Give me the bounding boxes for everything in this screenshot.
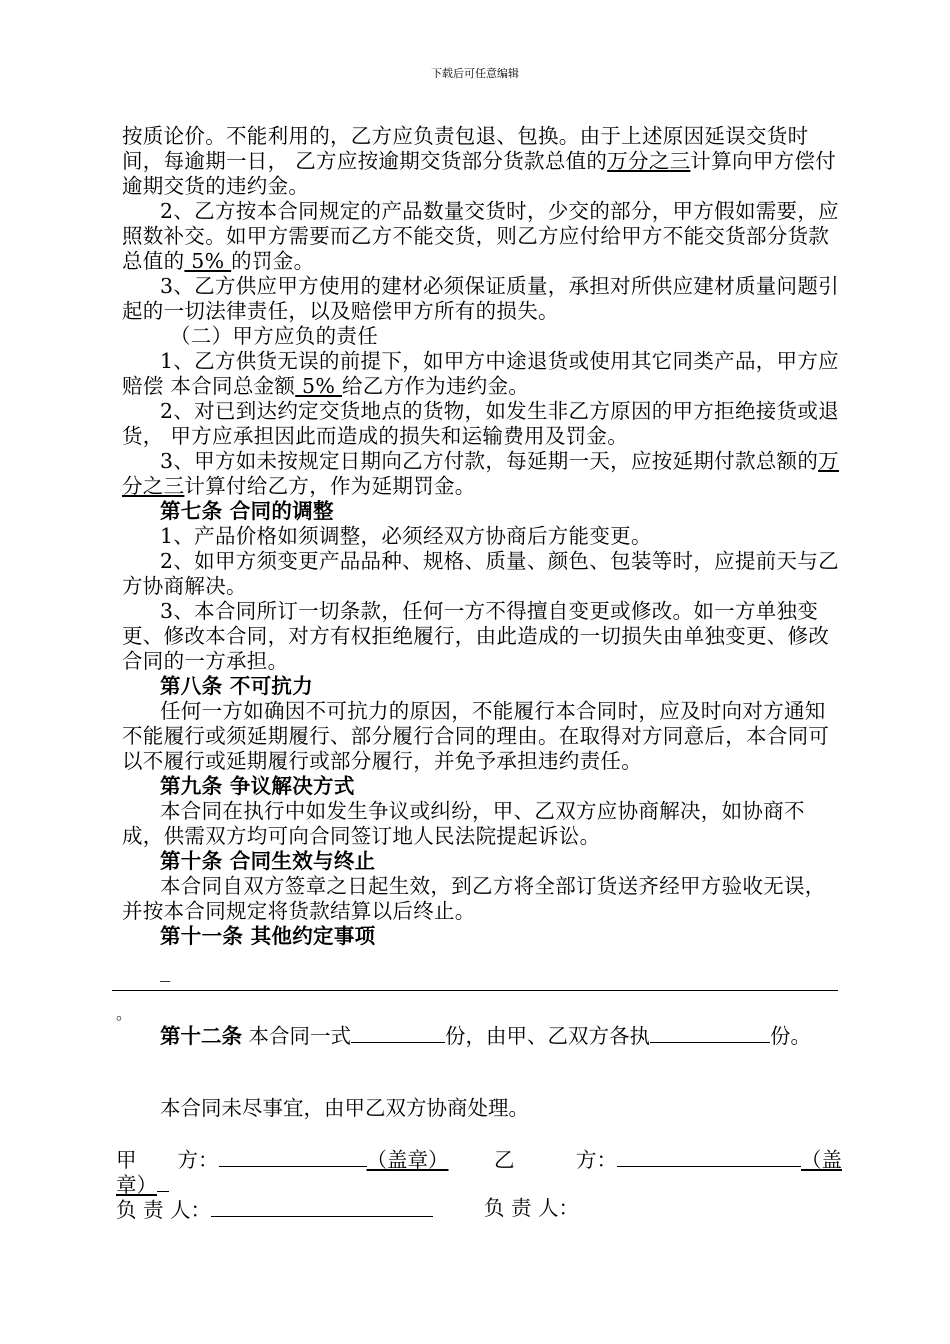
contract-body <box>122 124 842 949</box>
article-heading: 第十条 合同生效与终止 <box>160 849 376 873</box>
party-a-label: 甲 方： <box>116 1148 219 1172</box>
responsible-a-label: 负 责 人： <box>116 1198 212 1222</box>
paragraph: 2、如甲方须变更产品品种、规格、质量、颜色、包装等时，应提前天与乙方协商解决。 <box>122 549 839 598</box>
article-heading: 第七条 合同的调整 <box>160 499 334 523</box>
paragraph: 本合同在执行中如发生争议或纠纷，甲、乙双方应协商解决，如协商不成，供需双方均可向合同签订地人民法院提起诉讼。 <box>122 799 805 848</box>
text: 份。 <box>770 1024 812 1048</box>
responsible-b-label: 负 责 人： <box>484 1196 580 1220</box>
seal-continuation <box>116 1171 169 1198</box>
period-mark: 。 <box>116 1004 133 1023</box>
text: 给乙方作为违约金。 <box>341 374 530 398</box>
paragraph: 3、本合同所订一切条款，任何一方不得擅自变更或修改。如一方单独变更、修改本合同，对方有权拒绝履行，由此造成的一切损失由单独变更、修改合同的一方承担。 <box>122 599 830 673</box>
party-b-label: 乙 方： <box>494 1148 617 1172</box>
paragraph: 1、产品价格如须调整，必须经双方协商后方能变更。 <box>160 524 652 548</box>
party-a-row <box>116 1146 449 1173</box>
blank-dash: _ <box>160 958 171 982</box>
paragraph <box>122 349 842 399</box>
seal-note: （盖 <box>801 1148 842 1172</box>
underlined-rate: 5% <box>295 374 342 398</box>
party-b-row <box>494 1146 842 1173</box>
text: 计算付给乙方，作为延期罚金。 <box>184 474 476 498</box>
seal-note: （盖章） <box>366 1148 449 1172</box>
copies-blank <box>351 1022 445 1043</box>
page-header: 下载后可任意编辑 <box>431 67 519 80</box>
article-heading: 第九条 争议解决方式 <box>160 774 355 798</box>
paragraph <box>122 124 842 199</box>
text: 计算向甲方偿付逾期交货的违约金。 <box>122 149 837 198</box>
text: 本合同一式 <box>242 1024 352 1048</box>
paragraph: 3、乙方供应甲方使用的建材必须保证质量，承担对所供应建材质量问题引起的一切法律责任，以及赔偿甲方所有的损失。 <box>122 274 839 323</box>
underlined-rate: 5% <box>184 249 232 273</box>
paragraph: 2、对已到达约定交货地点的货物，如发生非乙方原因的甲方拒绝接货或退货， 甲方应承担因此而造成的损失和运输费用及罚金。 <box>122 399 839 448</box>
underlined-rate: 万分之三 <box>122 449 839 498</box>
seal-note: 章） <box>116 1173 157 1197</box>
text: 3、甲方如未按规定日期向乙方付款，每延期一天，应按延期付款总额的 <box>160 449 819 473</box>
text: 份，由甲、乙双方各执 <box>445 1024 651 1048</box>
text: 1、乙方供货无误的前提下，如甲方中途退货或使用其它同类产品，甲方应赔偿 本合同总金额 <box>122 349 839 398</box>
closing-paragraph: 本合同未尽事宜，由甲乙双方协商处理。 <box>160 1096 529 1120</box>
paragraph: 本合同自双方签章之日起生效，到乙方将全部订货送齐经甲方验收无误，并按本合同规定将货款结算以后终止。 <box>122 874 826 923</box>
responsible-a-line <box>211 1196 433 1217</box>
underlined-rate: 万分之三 <box>607 149 691 173</box>
copies-each-blank <box>650 1022 770 1043</box>
text: 2、乙方按本合同规定的产品数量交货时，少交的部分，甲方假如需要，应照数补交。如甲方需要而乙方不能交货，则乙方应付给甲方不能交货部分货款总值的 <box>122 199 839 273</box>
paragraph <box>122 449 842 499</box>
party-a-signature-line <box>219 1146 367 1167</box>
responsible-a-row <box>116 1196 433 1223</box>
party-b-signature-line <box>617 1146 801 1167</box>
fill-in-line <box>112 990 838 991</box>
paragraph: 任何一方如确因不可抗力的原因，不能履行本合同时，应及时向对方通知不能履行或须延期履行、部分履行合同的理由。在取得对方同意后，本合同可以不履行或延期履行或部分履行，并免予承担违约责任。 <box>122 699 830 773</box>
text: 的罚金。 <box>231 249 315 273</box>
article-heading: 第十二条 <box>160 1024 242 1048</box>
text: 按质论价。不能利用的，乙方应负责包退、包换。由于上述原因延误交货时间，每逾期一日， 乙方应按逾期交货部分货款总值的 <box>122 124 809 173</box>
article-12 <box>160 1022 811 1049</box>
section-subheading: （二）甲方应负的责任 <box>170 324 378 348</box>
seal-line <box>157 1171 169 1192</box>
article-heading: 第十一条 其他约定事项 <box>160 924 376 948</box>
article-heading: 第八条 不可抗力 <box>160 674 314 698</box>
paragraph <box>122 199 842 274</box>
